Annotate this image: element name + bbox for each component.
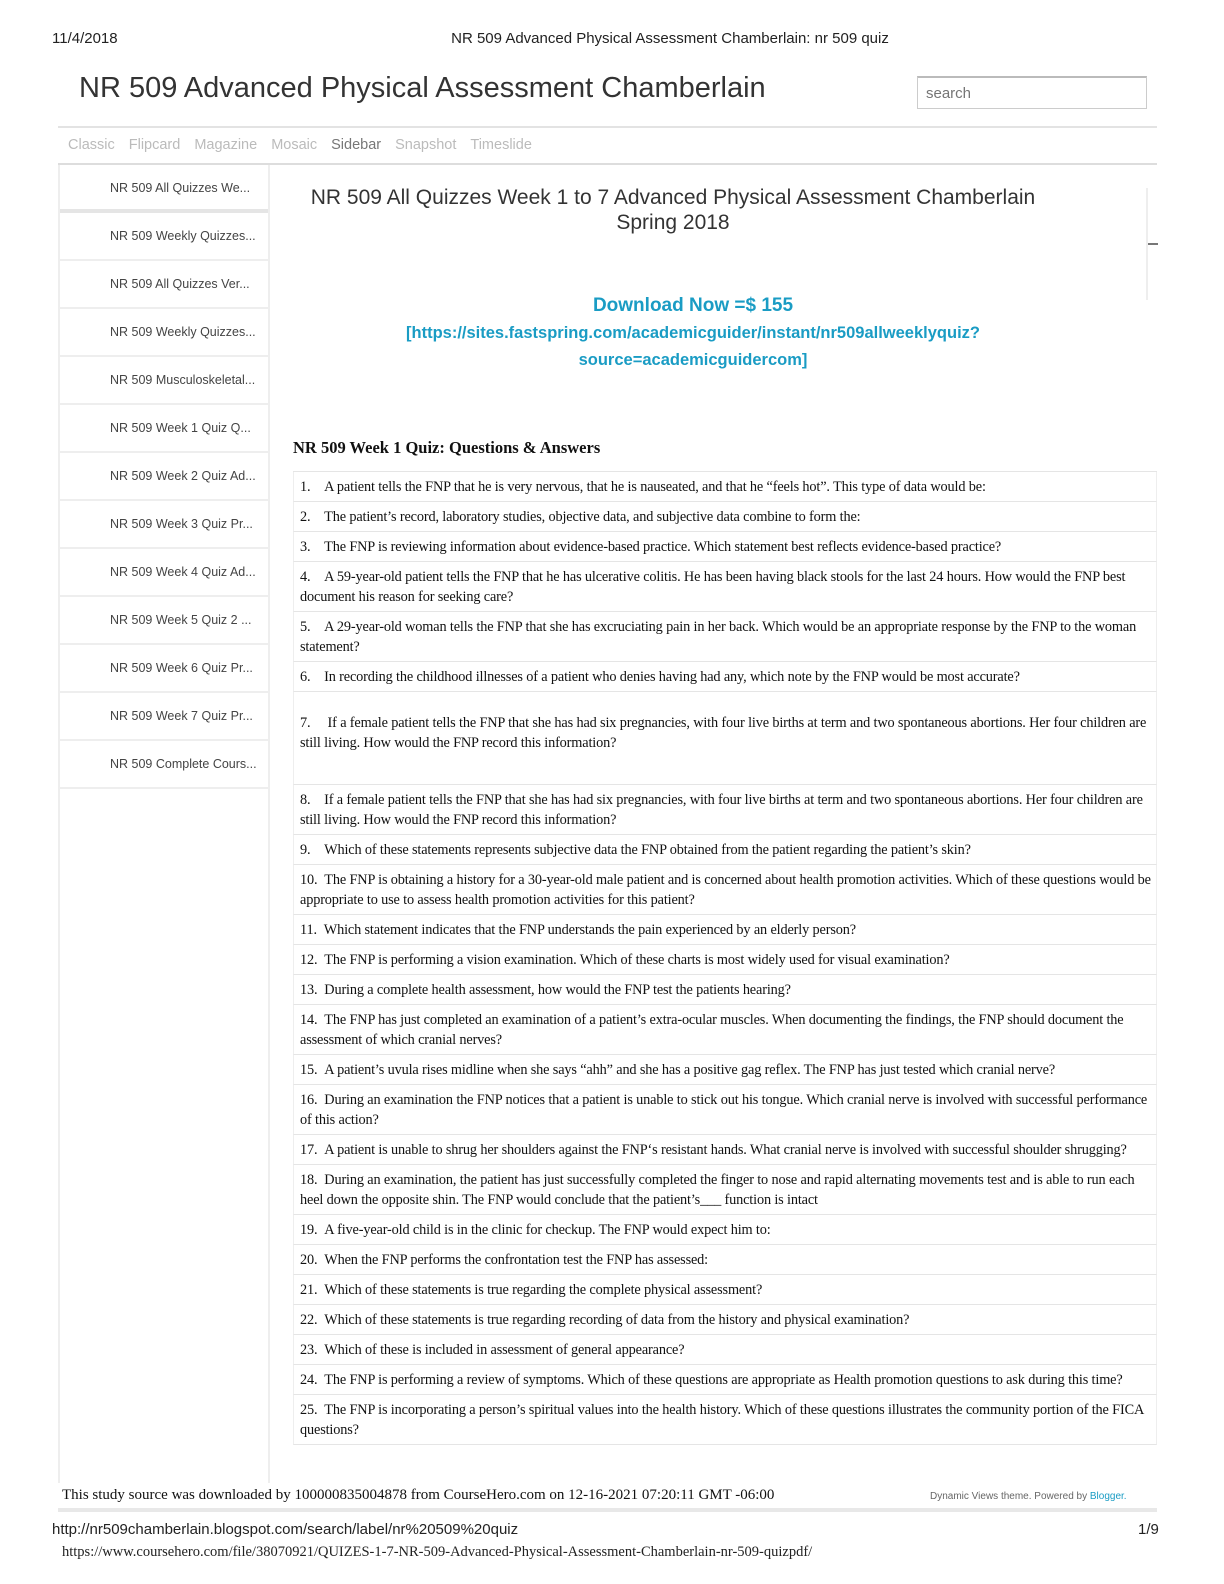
view-tab-timeslide[interactable]: Timeslide xyxy=(470,137,532,153)
question-row: 23. Which of these is included in assessment of general appearance? xyxy=(293,1335,1157,1365)
question-row: 11. Which statement indicates that the FNP understands the pain experienced by an elderly person? xyxy=(293,915,1157,945)
powered-text: Dynamic Views theme. Powered by xyxy=(930,1491,1090,1502)
purchase-link[interactable]: source=academicguidercom] xyxy=(578,351,808,369)
sidebar-item[interactable]: NR 509 Week 5 Quiz 2 ... xyxy=(60,597,268,645)
sidebar-item[interactable]: NR 509 Week 7 Quiz Pr... xyxy=(60,693,268,741)
question-row: 3. The FNP is reviewing information about evidence-based practice. Which statement best reflects evidence-based practice? xyxy=(293,532,1157,562)
sidebar-item[interactable]: NR 509 Weekly Quizzes... xyxy=(60,213,268,261)
divider xyxy=(58,1508,1157,1512)
sidebar xyxy=(58,165,270,1483)
view-tab-magazine[interactable]: Magazine xyxy=(194,137,258,153)
question-row: 21. Which of these statements is true regarding the complete physical assessment? xyxy=(293,1275,1157,1305)
question-row: 24. The FNP is performing a review of symptoms. Which of these questions are appropriate as Health promotion questions to ask during this time? xyxy=(293,1365,1157,1395)
questions-table xyxy=(293,471,1157,1445)
view-tab-snapshot[interactable]: Snapshot xyxy=(395,137,457,153)
question-row: 10. The FNP is obtaining a history for a 30-year-old male patient and is concerned about health promotion activities. Which of these questions would be appropriate to use to assess health promotion activities for this patient? xyxy=(293,865,1157,915)
download-block xyxy=(293,292,1093,374)
view-tab-flipcard[interactable]: Flipcard xyxy=(128,137,181,153)
divider xyxy=(58,126,1157,128)
view-tab-sidebar[interactable]: Sidebar xyxy=(331,137,382,153)
question-row: 20. When the FNP performs the confrontation test the FNP has assessed: xyxy=(293,1245,1157,1275)
question-row: 2. The patient’s record, laboratory studies, objective data, and subjective data combine to form the: xyxy=(293,502,1157,532)
question-row: 19. A five-year-old child is in the clinic for checkup. The FNP would expect him to: xyxy=(293,1215,1157,1245)
question-row: 17. A patient is unable to shrug her shoulders against the FNP‘s resistant hands. What cranial nerve is involved with successful shoulder shrugging? xyxy=(293,1135,1157,1165)
page-url: http://nr509chamberlain.blogspot.com/search/label/nr%20509%20quiz xyxy=(52,1521,519,1538)
question-row: 18. During an examination, the patient has just successfully completed the finger to nose and rapid alternating movements test and is able to run each heel down the opposite shin. The FNP would conclude that the patient’s___ function is intact xyxy=(293,1165,1157,1215)
coursehero-url: https://www.coursehero.com/file/38070921/QUIZES-1-7-NR-509-Advanced-Physical-Assessment-Chamberlain-nr-509-quizpdf/ xyxy=(62,1544,813,1560)
post-title xyxy=(293,185,1053,235)
view-tab-mosaic[interactable]: Mosaic xyxy=(271,137,318,153)
question-row: 16. During an examination the FNP notices that a patient is unable to stick out his tongue. Which cranial nerve is involved with successful performance of this action? xyxy=(293,1085,1157,1135)
sidebar-item[interactable]: NR 509 Complete Cours... xyxy=(60,741,268,789)
sidebar-item[interactable]: NR 509 All Quizzes Ver... xyxy=(60,261,268,309)
view-tabs xyxy=(68,137,532,153)
sidebar-item[interactable]: NR 509 Musculoskeletal... xyxy=(60,357,268,405)
print-date: 11/4/2018 xyxy=(52,30,118,47)
download-link[interactable]: Download Now =$ 155 xyxy=(592,295,794,316)
question-row: 13. During a complete health assessment, how would the FNP test the patients hearing? xyxy=(293,975,1157,1005)
question-row: 6. In recording the childhood illnesses of a patient who denies having had any, which note by the FNP would be most accurate? xyxy=(293,662,1157,692)
sidebar-item[interactable]: NR 509 Week 6 Quiz Pr... xyxy=(60,645,268,693)
page-number: 1/9 xyxy=(1138,1521,1159,1538)
sidebar-item[interactable]: NR 509 Week 3 Quiz Pr... xyxy=(60,501,268,549)
question-row: 8. If a female patient tells the FNP that she has had six pregnancies, with four live births at term and two spontaneous abortions. Her four children are still living. How would the FNP record this information? xyxy=(293,785,1157,835)
scrollbar[interactable] xyxy=(1146,188,1158,300)
sidebar-item[interactable]: NR 509 Weekly Quizzes... xyxy=(60,309,268,357)
blog-title[interactable]: NR 509 Advanced Physical Assessment Chamberlain xyxy=(79,72,766,104)
question-row: 4. A 59-year-old patient tells the FNP that he has ulcerative colitis. He has been having black stools for the last 24 hours. How would the FNP best document his reason for seeking care? xyxy=(293,562,1157,612)
view-tab-classic[interactable]: Classic xyxy=(68,137,115,153)
question-row: 1. A patient tells the FNP that he is very nervous, that he is nauseated, and that he “feels hot”. This type of data would be: xyxy=(293,472,1157,502)
post-title-line: NR 509 All Quizzes Week 1 to 7 Advanced Physical Assessment Chamberlain xyxy=(310,186,1036,209)
sidebar-item[interactable]: NR 509 All Quizzes We... xyxy=(60,165,268,213)
powered-by xyxy=(930,1491,1127,1502)
quiz-heading: NR 509 Week 1 Quiz: Questions & Answers xyxy=(293,438,601,457)
print-title: NR 509 Advanced Physical Assessment Chamberlain: nr 509 quiz xyxy=(451,30,889,47)
question-row: 25. The FNP is incorporating a person’s spiritual values into the health history. Which of these questions illustrates the community portion of the FICA questions? xyxy=(293,1395,1157,1445)
post-title-line: Spring 2018 xyxy=(616,211,730,234)
question-row: 22. Which of these statements is true regarding recording of data from the history and physical examination? xyxy=(293,1305,1157,1335)
purchase-link[interactable]: [https://sites.fastspring.com/academicguider/instant/nr509allweeklyquiz? xyxy=(406,324,980,342)
question-row: 12. The FNP is performing a vision examination. Which of these charts is most widely used for visual examination? xyxy=(293,945,1157,975)
question-row: 15. A patient’s uvula rises midline when she says “ahh” and she has a positive gag reflex. The FNP has just tested which cranial nerve? xyxy=(293,1055,1157,1085)
sidebar-item[interactable]: NR 509 Week 1 Quiz Q... xyxy=(60,405,268,453)
search-input[interactable] xyxy=(917,76,1147,109)
question-row: 9. Which of these statements represents subjective data the FNP obtained from the patient regarding the patient’s skin? xyxy=(293,835,1157,865)
question-row: 7. If a female patient tells the FNP that she has had six pregnancies, with four live births at term and two spontaneous abortions. Her four children are still living. How would the FNP record this information? xyxy=(293,692,1157,785)
sidebar-item[interactable]: NR 509 Week 4 Quiz Ad... xyxy=(60,549,268,597)
sidebar-item[interactable]: NR 509 Week 2 Quiz Ad... xyxy=(60,453,268,501)
study-source-note: This study source was downloaded by 100000835004878 from CourseHero.com on 12-16-2021 07:20:11 GMT -06:00 xyxy=(62,1487,775,1503)
blogger-link[interactable]: Blogger. xyxy=(1089,1491,1127,1502)
question-row: 14. The FNP has just completed an examination of a patient’s extra-ocular muscles. When documenting the findings, the FNP should document the assessment of which cranial nerves? xyxy=(293,1005,1157,1055)
question-row: 5. A 29-year-old woman tells the FNP that she has excruciating pain in her back. Which would be an appropriate response by the FNP to the woman statement? xyxy=(293,612,1157,662)
